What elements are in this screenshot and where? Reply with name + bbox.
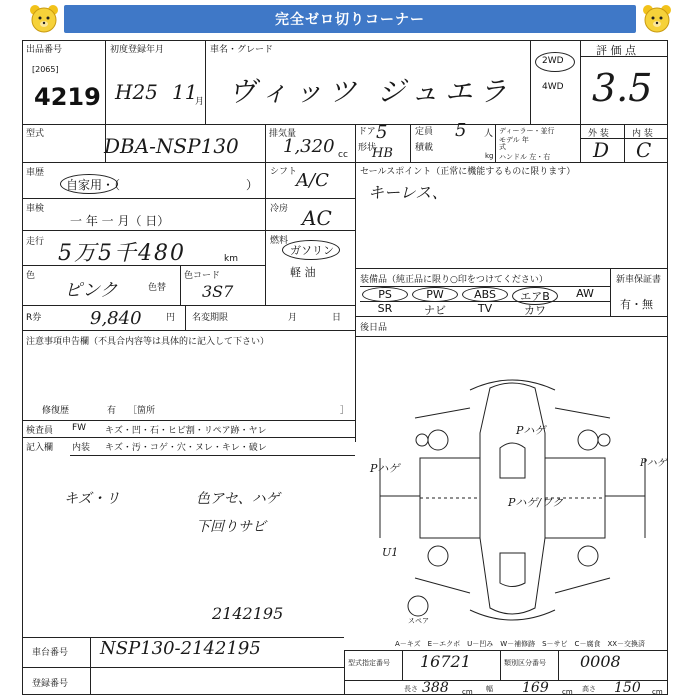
reg-month-unit: 月 <box>195 97 205 107</box>
repair-label: 修復歴 <box>42 406 70 416</box>
equipment-title: 装備品（純正品に限り○印をつけてください） <box>360 275 548 285</box>
dealer-label: ディーラー・並行 <box>499 127 555 135</box>
shift-value: A/C <box>296 170 329 191</box>
equipment-item: SR <box>377 302 393 315</box>
width-cm: cm <box>562 688 573 696</box>
plate-label: 登録番号 <box>32 679 69 689</box>
exterior-label: 外 装 <box>588 129 609 139</box>
lot-number: 4219 <box>34 83 101 111</box>
height-cm: cm <box>652 688 663 696</box>
reg-year: H25 <box>115 80 158 104</box>
inspector-row2-label: 内装 <box>72 443 91 453</box>
doors-value: 5 <box>376 122 388 143</box>
diagram-note-1: Pハゲ <box>516 424 546 437</box>
mileage-value: 5万5千480 <box>58 241 186 266</box>
category-value: 0008 <box>580 652 621 671</box>
equipment-item: ABS <box>462 287 508 302</box>
bear-logo-left <box>27 2 61 36</box>
handle-label: ハンドル 左・右 <box>499 153 551 161</box>
chassis-note: 2142195 <box>212 604 284 623</box>
inspector-row1-label: FW <box>72 423 87 433</box>
recycle-unit: 円 <box>166 313 176 323</box>
chassis-label: 車台番号 <box>32 648 69 658</box>
warranty-value: 有・無 <box>620 298 653 311</box>
repair-loc: ［箇所 <box>128 406 156 416</box>
category-label: 類別区分番号 <box>504 659 546 667</box>
score-label: 評 価 点 <box>596 44 636 57</box>
handnote-left: キズ・リ <box>64 491 120 507</box>
mileage-label: 走行 <box>26 237 45 247</box>
reg-label: 初度登録年月 <box>110 45 165 55</box>
equipment-item: TV <box>477 302 493 315</box>
inspector-row2-text: キズ・汚・コゲ・穴・ヌレ・キレ・破レ <box>105 443 267 453</box>
equipment-item: カワ <box>524 304 546 317</box>
model-label: 型式 <box>26 129 45 139</box>
type-designation-value: 16721 <box>420 652 471 671</box>
width-value: 169 <box>522 680 549 696</box>
name-label: 車名・グレード <box>210 45 274 55</box>
drive-2wd: 2WD <box>542 56 564 66</box>
capacity-label: 定員 <box>415 127 434 137</box>
repair-close: ］ <box>340 406 350 416</box>
drive-4wd: 4WD <box>542 82 564 92</box>
color-code-value: 3S7 <box>202 282 234 301</box>
load-label: 積載 <box>415 143 434 153</box>
doors-label: ドア <box>358 127 376 137</box>
exterior-value: D <box>593 138 610 162</box>
interior-value: C <box>636 138 652 162</box>
damage-legend: A－キズ E－エクボ U－凹み W－補修跡 S－サビ C－腐食 XX－交換済 <box>395 640 646 648</box>
banner-title: 完全ゼロ切りコーナー <box>275 12 425 28</box>
diagram-note-4: Pハゲ/ワク <box>508 496 564 509</box>
name-change-day: 日 <box>332 313 342 323</box>
shape-label: 形状 <box>358 143 377 153</box>
diagram-note-6: U1 <box>382 546 399 559</box>
fuel-diesel: 軽 油 <box>290 266 316 279</box>
name-change-month: 月 <box>288 313 298 323</box>
load-unit: kg <box>485 152 494 160</box>
rear-seat-label: 後日品 <box>360 323 388 333</box>
warranty-label: 新車保証書 <box>616 275 662 285</box>
ac-value: AC <box>302 206 332 230</box>
inspection-label: 車検 <box>26 204 45 214</box>
capacity-unit: 人 <box>484 129 494 139</box>
displacement-label: 排気量 <box>269 129 297 139</box>
sales-title: セールスポイント（正常に機能するものに限ります） <box>360 167 576 177</box>
shape-value: HB <box>372 146 393 161</box>
banner-bar <box>64 5 636 33</box>
chassis-value: NSP130-2142195 <box>100 638 261 659</box>
length-label: 長さ <box>404 685 418 693</box>
displacement-unit: cc <box>338 150 348 160</box>
sales-value: キーレス、 <box>368 183 448 202</box>
handnote-right-1: 色アセ、ハゲ <box>196 491 280 507</box>
color-value: ピンク <box>64 280 118 301</box>
recycle-value: 9,840 <box>90 308 142 329</box>
displacement-value: 1,320 <box>283 136 335 157</box>
shift-label: シフト <box>270 167 298 177</box>
color-label: 色 <box>26 271 36 281</box>
history-close: ） <box>246 178 259 192</box>
type-designation-label: 型式指定番号 <box>348 659 390 667</box>
handnote-right-2: 下回りサビ <box>196 519 266 535</box>
inspector-label-2: 記入欄 <box>26 443 54 453</box>
ac-label: 冷房 <box>270 204 289 214</box>
color-change-label: 色替 <box>148 283 167 293</box>
recycle-label: R券 <box>26 313 42 323</box>
car-name: ヴィッツ ジュエラ <box>228 75 513 108</box>
score-value: 3.5 <box>592 66 653 110</box>
width-label: 幅 <box>486 685 493 693</box>
bear-logo-right <box>640 2 674 36</box>
equipment-item: ナビ <box>424 304 446 317</box>
notes-title: 注意事項申告欄（不具合内容等は具体的に記入して下さい） <box>26 337 270 347</box>
model-value: DBA-NSP130 <box>104 134 239 158</box>
history-value: 自家用・（ <box>66 178 121 192</box>
lot-label: 出品番号 <box>26 45 63 55</box>
fuel-label: 燃料 <box>270 236 289 246</box>
interior-label: 内 装 <box>632 129 653 139</box>
length-cm: cm <box>462 688 473 696</box>
lot-sub: [2065] <box>32 65 59 74</box>
model-year-label: モデル 年式 <box>499 136 529 151</box>
fuel-gas: ガソリン <box>290 244 334 257</box>
equipment-item: PW <box>412 287 458 302</box>
history-label: 車歴 <box>26 168 45 178</box>
name-change-label: 名変期限 <box>192 313 229 323</box>
diagram-note-2: Pハゲ <box>370 462 400 475</box>
equipment-item: PS <box>362 287 408 302</box>
equipment-item: エアB <box>512 287 558 305</box>
banner <box>0 0 700 40</box>
height-value: 150 <box>614 680 641 696</box>
inspection-value: 一 年 一 月（ 日） <box>70 214 170 228</box>
diagram-note-7: スペア <box>408 617 429 625</box>
inspector-row1-text: キズ・凹・石・ヒビ割・リペア跡・ヤレ <box>105 426 267 436</box>
inspector-label-1: 検査員 <box>26 426 54 436</box>
equipment-item: AW <box>576 287 594 300</box>
reg-month: 11 <box>172 80 198 104</box>
capacity-value: 5 <box>455 120 467 141</box>
diagram-note-3: Pハゲ <box>640 458 667 469</box>
mileage-unit: km <box>224 254 238 264</box>
repair-have: 有 <box>107 406 117 416</box>
length-value: 388 <box>422 680 449 696</box>
color-code-label: 色コード <box>184 271 221 281</box>
height-label: 高さ <box>582 685 596 693</box>
